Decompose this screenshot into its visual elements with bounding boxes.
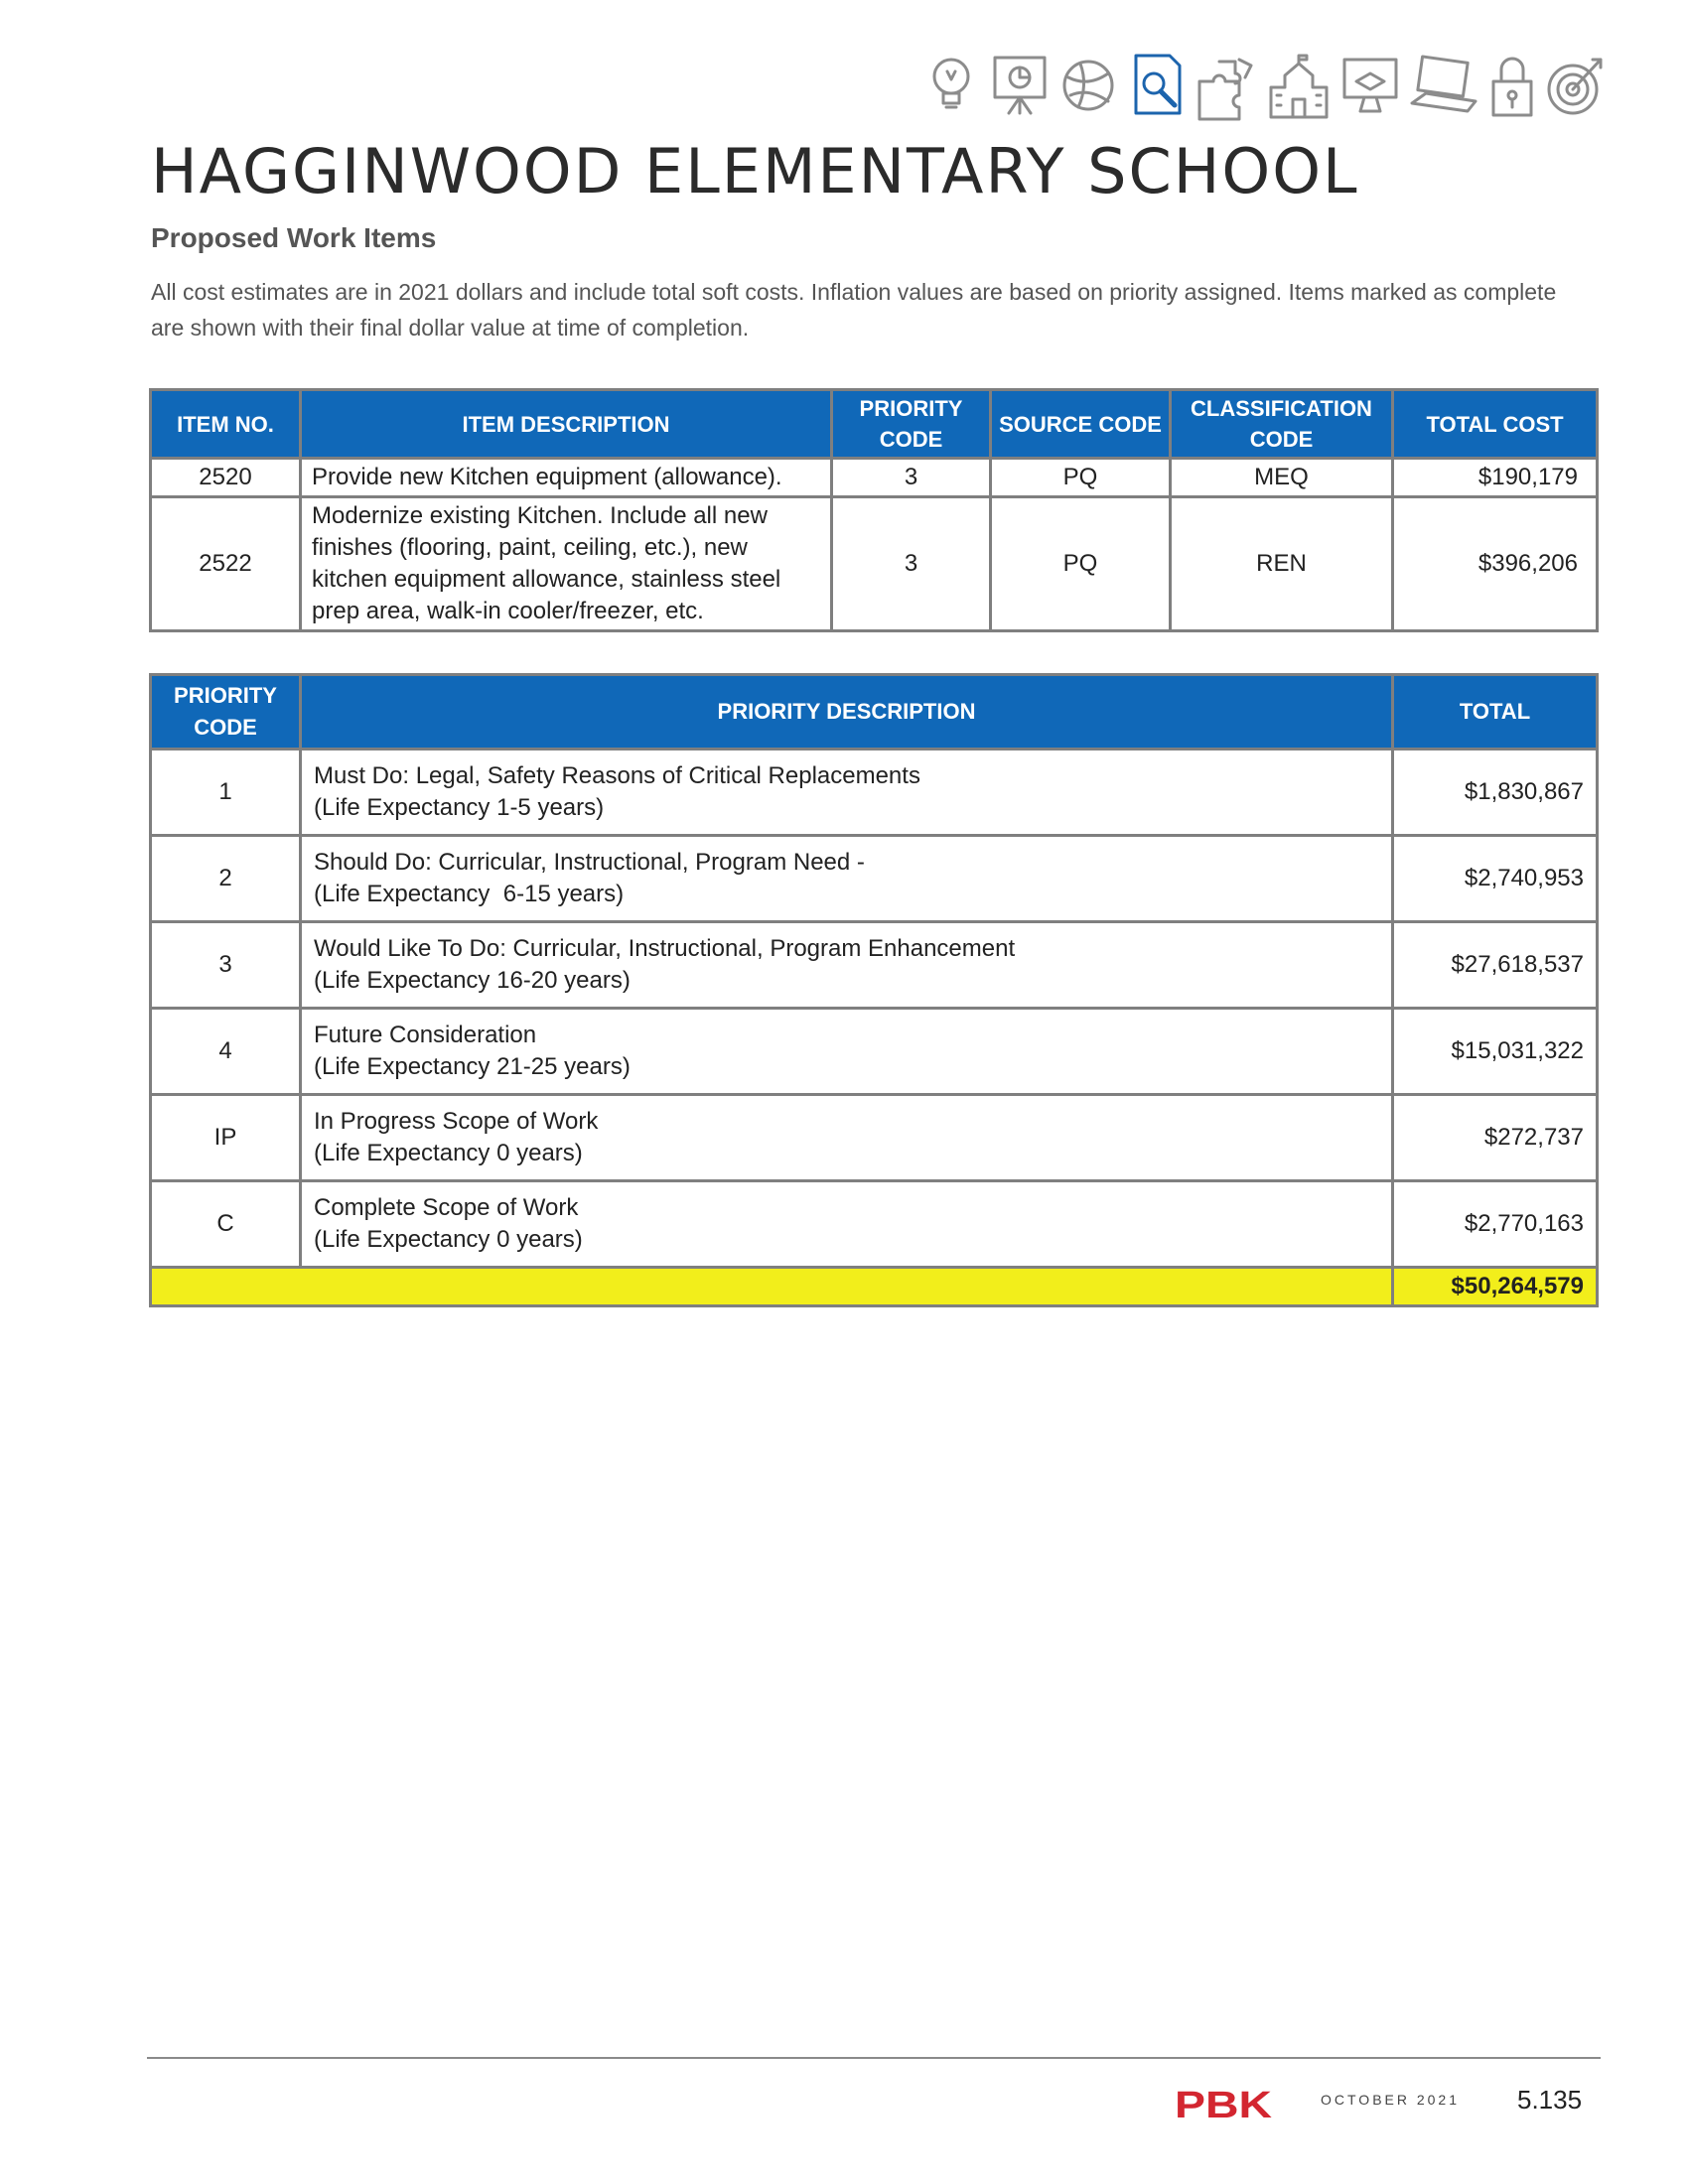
life-expectancy-line: (Life Expectancy 21-25 years) [314,1053,631,1080]
priority-total-cell: $2,740,953 [1393,836,1598,922]
column-header-item-description: ITEM DESCRIPTION [301,390,832,459]
magnifier-icon [1136,56,1180,113]
intro-paragraph: All cost estimates are in 2021 dollars and include total soft costs. Inflation values are based on priority assigned. Items marked as complete are shown with their final dollar value at time of completion. [151,279,1557,341]
classification-code-cell: REN [1171,497,1393,631]
table-row [151,836,1598,922]
table-row [151,922,1598,1009]
priority-code-cell: 3 [832,459,991,497]
column-header-classification-code: CLASSIFICATION CODE [1171,390,1393,459]
grand-total-cell: $50,264,579 [1393,1268,1598,1306]
priority-total-cell: $15,031,322 [1393,1009,1598,1095]
classification-code-cell: MEQ [1171,459,1393,497]
grand-total-row [151,1268,1598,1306]
column-header-total-cost: TOTAL COST [1393,390,1598,459]
puzzle-icon [1199,60,1251,119]
column-header-total: TOTAL [1393,675,1598,750]
priority-total-cell: $272,737 [1393,1095,1598,1181]
target-icon [1549,60,1601,113]
table-row [151,1181,1598,1268]
source-code-cell: PQ [991,497,1171,631]
life-expectancy-line: (Life Expectancy 6-15 years) [314,881,625,907]
priority-code-cell: 2 [151,836,301,922]
life-expectancy-line: (Life Expectancy 0 years) [314,1140,583,1166]
priority-code-cell: IP [151,1095,301,1181]
priority-description-cell [301,750,1393,836]
lightbulb-icon [934,60,968,107]
page-number: 5.135 [1517,2085,1583,2115]
priority-description-line: Complete Scope of Work [314,1194,579,1221]
priority-description-cell [301,922,1393,1009]
column-header-source-code: SOURCE CODE [991,390,1171,459]
column-header-priority-code: PRIORITY CODE [151,675,301,750]
priority-code-cell: 3 [832,497,991,631]
priority-code-cell: 1 [151,750,301,836]
priority-total-cell: $27,618,537 [1393,922,1598,1009]
source-code-cell: PQ [991,459,1171,497]
svg-text:PBK: PBK [1175,2085,1273,2123]
item-no-cell: 2522 [151,497,301,631]
table-row [151,497,1598,631]
grand-total-spacer [151,1268,1393,1306]
priority-description-line: Future Consideration [314,1022,537,1048]
priority-description-line: Should Do: Curricular, Instructional, Program Need - [314,849,865,876]
icon-strip [923,52,1609,121]
life-expectancy-line: (Life Expectancy 0 years) [314,1226,583,1253]
total-cost-cell: $396,206 [1393,497,1598,631]
table-row [151,1009,1598,1095]
padlock-icon [1493,59,1531,115]
pbk-logo [1175,2084,1274,2123]
column-header-priority-code: PRIORITY CODE [832,390,991,459]
priority-code-cell: 4 [151,1009,301,1095]
presentation-board-icon [995,58,1045,113]
priority-summary-table [149,673,1599,1307]
item-description-cell: Modernize existing Kitchen. Include all new finishes (flooring, paint, ceiling, etc.), new kitchen equipment allowance, stainless steel prep area, walk-in cooler/freezer, etc. [301,497,832,631]
priority-description-cell [301,1095,1393,1181]
item-description-cell: Provide new Kitchen equipment (allowance). [301,459,832,497]
table-header-row [151,390,1598,459]
priority-code-cell: 3 [151,922,301,1009]
priority-total-cell: $1,830,867 [1393,750,1598,836]
laptop-icon [1412,57,1476,111]
priority-description-cell [301,1009,1393,1095]
school-building-icon [1271,56,1327,117]
priority-description-cell [301,836,1393,922]
footer-date: OCTOBER 2021 [1321,2092,1461,2108]
item-no-cell: 2520 [151,459,301,497]
work-items-table [149,388,1599,632]
column-header-item-no: ITEM NO. [151,390,301,459]
table-row [151,750,1598,836]
priority-code-cell: C [151,1181,301,1268]
table-row [151,459,1598,497]
priority-description-line: In Progress Scope of Work [314,1108,599,1135]
column-header-priority-description: PRIORITY DESCRIPTION [301,675,1393,750]
monitor-icon [1344,60,1396,111]
globe-icon [1064,62,1112,109]
page-title: HAGGINWOOD ELEMENTARY SCHOOL [151,135,1359,207]
priority-description-line: Would Like To Do: Curricular, Instructional, Program Enhancement [314,935,1016,962]
table-header-row [151,675,1598,750]
life-expectancy-line: (Life Expectancy 1-5 years) [314,794,605,821]
priority-total-cell: $2,770,163 [1393,1181,1598,1268]
footer-divider [147,2057,1601,2059]
priority-description-line: Must Do: Legal, Safety Reasons of Critical Replacements [314,762,920,789]
page-subtitle: Proposed Work Items [151,222,437,253]
total-cost-cell: $190,179 [1393,459,1598,497]
priority-description-cell [301,1181,1393,1268]
table-row [151,1095,1598,1181]
life-expectancy-line: (Life Expectancy 16-20 years) [314,967,631,994]
